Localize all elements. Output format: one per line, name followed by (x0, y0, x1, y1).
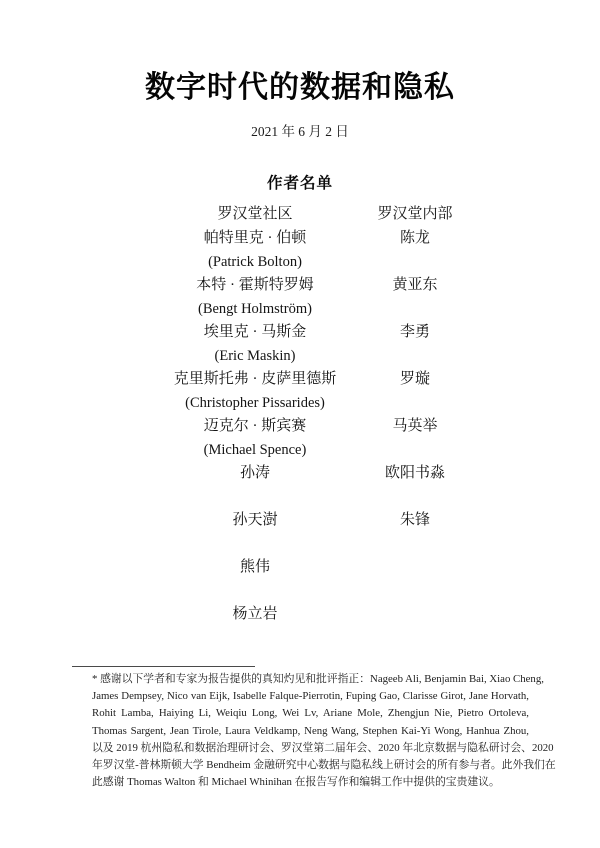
table-row (155, 415, 475, 462)
authors-heading: 作者名单 (266, 175, 333, 192)
author-name-cn: 孙天澍 (232, 512, 278, 528)
coauthor-name: 李勇 (399, 324, 430, 340)
author-cell (155, 368, 355, 415)
author-cell (155, 603, 355, 650)
coauthor-cell (355, 509, 475, 556)
column-header-community: 罗汉堂社区 (217, 206, 293, 222)
author-name-cn: 埃里克 · 马斯金 (203, 324, 307, 340)
author-name-cn: 本特 · 霍斯特罗姆 (196, 277, 314, 293)
table-row (155, 321, 475, 368)
coauthor-cell (355, 415, 475, 462)
author-name-cn: 克里斯托弗 · 皮萨里德斯 (173, 371, 337, 387)
author-cell (155, 227, 355, 274)
coauthor-cell (355, 321, 475, 368)
author-cell (155, 462, 355, 509)
author-cell (155, 556, 355, 603)
footnote-line: 此感谢 Thomas Walton 和 Michael Whinihan 在报告写作和编辑工作中提供的宝贵建议。 (92, 776, 500, 789)
author-name-en: (Patrick Bolton) (208, 254, 302, 270)
author-name-cn: 孙涛 (239, 465, 270, 481)
coauthor-name: 陈龙 (399, 230, 430, 246)
footnote-line: 年罗汉堂-普林斯顿大学 Bendheim 金融研究中心数据与隐私线上研讨会的所有参与者。此外我们在 (92, 759, 556, 772)
author-name-en: (Michael Spence) (203, 442, 307, 458)
table-row (155, 462, 475, 509)
author-name-cn: 迈克尔 · 斯宾赛 (203, 418, 307, 434)
footnote-line: Thomas Sargent, Jean Tirole, Laura Veldkamp, Neng Wang, Stephen Kai-Yi Wong, Hanhua Zhou, (92, 724, 529, 737)
author-cell (155, 415, 355, 462)
author-name-en: (Eric Maskin) (214, 348, 296, 364)
footnote-line: * 感谢以下学者和专家为报告提供的真知灼见和批评指正：Nageeb Ali, Benjamin Bai, Xiao Cheng, (92, 673, 544, 685)
page-title: 数字时代的数据和隐私 (145, 71, 455, 104)
table-row (155, 274, 475, 321)
table-row (155, 368, 475, 415)
column-header-internal: 罗汉堂内部 (377, 206, 453, 222)
footnote-line: Rohit Lamba, Haiying Li, Weiqiu Long, Wei Lv, Ariane Mole, Zhengjun Nie, Pietro Ortoleva, (92, 707, 529, 720)
footnote-divider (72, 666, 255, 667)
authors-column-headers (155, 203, 475, 225)
coauthor-name: 黄亚东 (392, 277, 438, 293)
coauthor-name: 欧阳书淼 (384, 465, 445, 481)
author-name-en: (Bengt Holmström) (198, 301, 312, 317)
author-name-cn: 帕特里克 · 伯顿 (203, 230, 307, 246)
author-cell (155, 321, 355, 368)
table-row (155, 556, 475, 603)
author-name-cn: 熊伟 (239, 559, 270, 575)
table-row (155, 509, 475, 556)
coauthor-cell (355, 603, 475, 650)
coauthor-cell (355, 368, 475, 415)
author-cell (155, 509, 355, 556)
coauthor-name: 马英举 (392, 418, 438, 434)
footnote-line: James Dempsey, Nico van Eijk, Isabelle Falque-Pierrotin, Fuping Gao, Clarisse Girot, Jane Horvath, (92, 690, 529, 703)
coauthor-cell (355, 556, 475, 603)
coauthor-name: 朱锋 (399, 512, 430, 528)
author-name-en: (Christopher Pissarides) (185, 395, 325, 411)
document-date: 2021 年 6 月 2 日 (251, 124, 349, 139)
coauthor-cell (355, 462, 475, 509)
footnote-line: 以及 2019 杭州隐私和数据治理研讨会、罗汉堂第二届年会、2020 年北京数据与隐私研讨会、2020 (92, 741, 554, 754)
coauthor-cell (355, 274, 475, 321)
table-row (155, 603, 475, 650)
table-row (155, 227, 475, 274)
coauthor-cell (355, 227, 475, 274)
author-cell (155, 274, 355, 321)
coauthor-name: 罗璇 (399, 371, 430, 387)
authors-table (155, 203, 475, 650)
footnote (92, 671, 556, 791)
author-name-cn: 杨立岩 (232, 606, 278, 622)
